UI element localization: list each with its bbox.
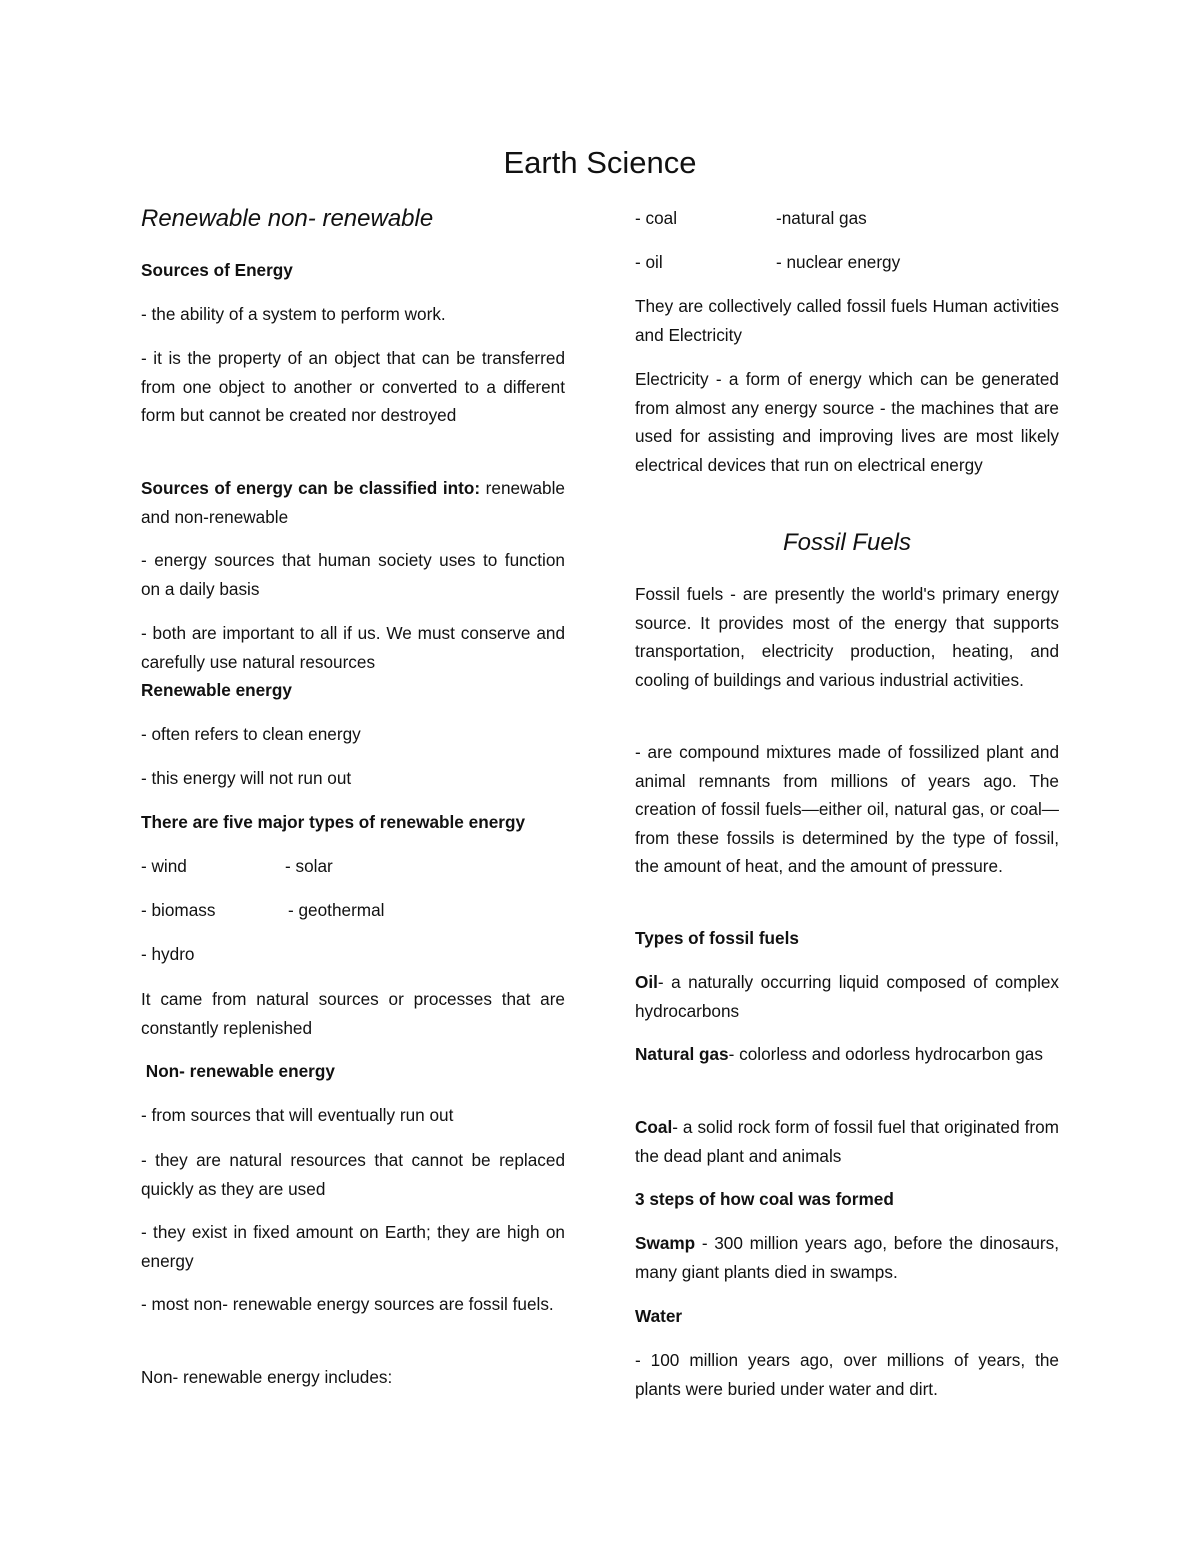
steps-heading: 3 steps of how coal was formed xyxy=(635,1189,894,1209)
non-renewable-point-4: - most non- renewable energy sources are fossil fuels. xyxy=(141,1294,554,1314)
sources-heading: Sources of Energy xyxy=(141,260,293,280)
gas-text: - colorless and odorless hydrocarbon gas xyxy=(728,1044,1043,1064)
oil-text: - a naturally occurring liquid composed of complex hydrocarbons xyxy=(635,972,1059,1021)
type-wind: - wind xyxy=(141,856,187,876)
includes-natural-gas: -natural gas xyxy=(776,208,867,228)
renewable-energy-heading: Renewable energy xyxy=(141,680,292,700)
water-heading: Water xyxy=(635,1306,683,1326)
electricity-paragraph: Electricity - a form of energy which can be generated from almost any energy source - the machines that are used for assisting and improving lives are most likely electrical devices that run on electrical energy xyxy=(635,369,1059,475)
non-renewable-point-1: - from sources that will eventually run out xyxy=(141,1105,454,1125)
non-renewable-heading: Non- renewable energy xyxy=(141,1061,335,1081)
includes-nuclear-energy: - nuclear energy xyxy=(776,252,901,272)
coal-text: - a solid rock form of fossil fuel that originated from the dead plant and animals xyxy=(635,1117,1059,1166)
renewable-point-1: - often refers to clean energy xyxy=(141,724,361,744)
renewable-point-2: - this energy will not run out xyxy=(141,768,352,788)
water-paragraph: - 100 million years ago, over millions of years, the plants were buried under water and dirt. xyxy=(635,1350,1059,1399)
five-types-heading: There are five major types of renewable energy xyxy=(141,812,526,832)
coal-paragraph xyxy=(635,1113,1059,1170)
classified-text: renewable and non-renewable xyxy=(141,478,565,527)
type-biomass: - biomass xyxy=(141,900,216,920)
society-uses-paragraph: - energy sources that human society uses to function on a daily basis xyxy=(141,550,565,599)
gas-paragraph xyxy=(635,1040,1059,1069)
renewable-heading: Renewable non- renewable xyxy=(141,205,434,232)
non-renewable-point-3: - they exist in fixed amount on Earth; they are high on energy xyxy=(141,1222,565,1271)
includes-paragraph: Non- renewable energy includes: xyxy=(141,1367,393,1387)
page-title: Earth Science xyxy=(503,145,697,180)
fossil-fuels-heading: Fossil Fuels xyxy=(782,529,912,556)
gas-label: Natural gas xyxy=(635,1044,729,1064)
conserve-paragraph: - both are important to all if us. We must conserve and carefully use natural resources xyxy=(141,623,565,672)
energy-definition-1: - the ability of a system to perform work. xyxy=(141,304,446,324)
includes-oil: - oil xyxy=(635,252,663,272)
non-renewable-point-2: - they are natural resources that cannot be replaced quickly as they are used xyxy=(141,1150,565,1199)
oil-label: Oil xyxy=(635,972,658,992)
fossil-fuels-paragraph-1: Fossil fuels - are presently the world's primary energy source. It provides most of the energy that supports transportation, electricity production, heating, and cooling of buildings and various industrial activities. xyxy=(635,584,1059,690)
fossil-fuels-paragraph-2: - are compound mixtures made of fossilized plant and animal remnants from millions of years ago. The creation of fossil fuels—either oil, natural gas, or coal—from these fossils is determined by the type of fossil, the amount of heat, and the amount of pressure. xyxy=(635,742,1059,876)
type-geothermal: - geothermal xyxy=(288,900,385,920)
oil-paragraph xyxy=(635,968,1059,1025)
swamp-label: Swamp xyxy=(635,1233,696,1253)
coal-label: Coal xyxy=(635,1117,673,1137)
swamp-text: - 300 million years ago, before the dinosaurs, many giant plants died in swamps. xyxy=(635,1233,1059,1282)
types-heading: Types of fossil fuels xyxy=(635,928,799,948)
swamp-paragraph xyxy=(635,1229,1059,1286)
classified-label: Sources of energy can be classified into: xyxy=(141,478,481,498)
type-solar: - solar xyxy=(285,856,333,876)
energy-definition-2: - it is the property of an object that can be transferred from one object to another or converted to a different form but cannot be created nor destroyed xyxy=(141,348,565,425)
includes-coal: - coal xyxy=(635,208,678,228)
classified-paragraph xyxy=(141,474,565,531)
collectively-paragraph: They are collectively called fossil fuels Human activities and Electricity xyxy=(635,296,1059,345)
replenished-paragraph: It came from natural sources or processes that are constantly replenished xyxy=(141,989,565,1038)
type-hydro: - hydro xyxy=(141,944,195,964)
